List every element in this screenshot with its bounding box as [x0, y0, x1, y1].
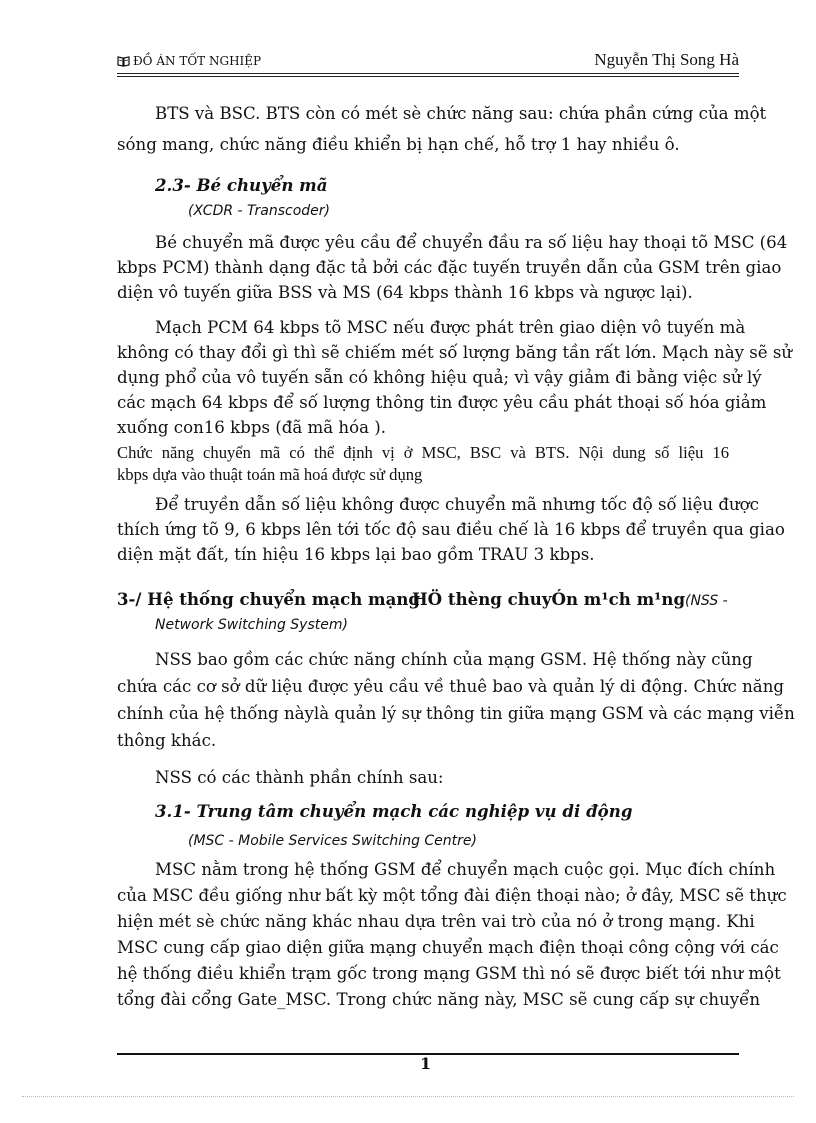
paragraph-line: tổng đài cổng Gate_MSC. Trong chức năng này, MSC sẽ cung cấp sự chuyển — [117, 990, 761, 1009]
paragraph-line: thông khác. — [117, 731, 217, 750]
paragraph-line: diện vô tuyến giữa BSS và MS (64 kbps thành 16 kbps và ngược lại). — [117, 283, 693, 302]
paragraph-line: không có thay đổi gì thì sẽ chiếm mét số lượng băng tần rất lớn. Mạch này sẽ sử — [117, 343, 793, 362]
page-number: 1 — [420, 1054, 432, 1073]
paragraph-line: Mạch PCM 64 kbps tõ MSC nếu được phát trên giao diện vô tuyến mà — [155, 318, 746, 337]
header-left — [117, 54, 261, 68]
paragraph-line: chứa các cơ sở dữ liệu được yêu cầu về thuê bao và quản lý di động. Chức năng — [117, 677, 784, 696]
paragraph-line: hiện mét sè chức năng khác nhau dựa trên vai trò của nó ở trong mạng. Khi — [117, 912, 755, 931]
section-heading-abbrev: (NSS - — [685, 593, 728, 609]
paragraph-line: Để truyền dẫn số liệu không được chuyển mã nhưng tốc độ số liệu được — [155, 495, 759, 514]
section-heading-3-1: 3.1- Trung tâm chuyển mạch các nghiệp vụ di động — [155, 801, 633, 821]
paragraph-line: MSC cung cấp giao diện giữa mạng chuyển mạch điện thoại công cộng với các — [117, 938, 779, 957]
paragraph-line: sóng mang, chức năng điều khiển bị hạn chế, hỗ trợ 1 hay nhiều ô. — [117, 135, 680, 154]
paragraph-line: NSS có các thành phần chính sau: — [155, 768, 444, 787]
header-title: ĐỒ ÁN TỐT NGHIỆP — [133, 54, 262, 68]
header-rule — [117, 73, 739, 77]
section-heading-garbled: HÖ thèng chuyÓn m¹ch m¹ng — [412, 589, 686, 609]
paragraph-line: kbps dựa vào thuật toán mã hoá được sử dụng — [117, 465, 423, 484]
page-boundary — [22, 1096, 794, 1097]
paragraph-line: dụng phổ của vô tuyến sẵn có không hiệu quả; vì vậy giảm đi bằng việc sử lý — [117, 368, 762, 387]
section-subtitle: (XCDR - Transcoder) — [188, 203, 330, 219]
paragraph-line: chính của hệ thống nàylà quản lý sự thông tin giữa mạng GSM và các mạng viễn — [117, 704, 795, 723]
paragraph-line: kbps PCM) thành dạng đặc tả bởi các đặc tuyến truyền dẫn của GSM trên giao — [117, 258, 782, 277]
paragraph-line: BTS và BSC. BTS còn có mét sè chức năng sau: chứa phần cứng của một — [155, 104, 767, 123]
header-author: Nguyễn Thị Song Hà — [594, 50, 739, 69]
section-heading-2-3: 2.3- Bé chuyển mã — [155, 175, 328, 195]
book-icon — [117, 56, 130, 67]
paragraph-line: xuống con16 kbps (đã mã hóa ). — [117, 418, 386, 437]
paragraph-line: Bé chuyển mã được yêu cầu để chuyển đầu ra số liệu hay thoại tõ MSC (64 — [155, 233, 788, 252]
paragraph-line: MSC nằm trong hệ thống GSM để chuyển mạch cuộc gọi. Mục đích chính — [155, 860, 776, 879]
paragraph-line: thích ứng tõ 9, 6 kbps lên tới tốc độ sau điều chế là 16 kbps để truyền qua giao — [117, 520, 785, 539]
section-heading-3: 3-/ Hệ thống chuyển mạch mạng — [117, 589, 421, 609]
section-subtitle: (MSC - Mobile Services Switching Centre) — [188, 833, 477, 849]
paragraph-line: của MSC đều giống như bất kỳ một tổng đài điện thoại nào; ở đây, MSC sẽ thực — [117, 886, 787, 905]
paragraph-line: NSS bao gồm các chức năng chính của mạng GSM. Hệ thống này cũng — [155, 650, 753, 669]
paragraph-line: các mạch 64 kbps để số lượng thông tin được yêu cầu phát thoại số hóa giảm — [117, 393, 767, 412]
page-header — [117, 50, 739, 72]
paragraph-line: diện mặt đất, tín hiệu 16 kbps lại bao gồm TRAU 3 kbps. — [117, 545, 595, 564]
section-subtitle: Network Switching System) — [155, 617, 348, 633]
paragraph-line: hệ thống điều khiển trạm gốc trong mạng GSM thì nó sẽ được biết tới như một — [117, 964, 781, 983]
paragraph-line: Chức năng chuyển mã có thể định vị ở MSC, BSC và BTS. Nội dung số liệu 16 — [117, 443, 729, 462]
